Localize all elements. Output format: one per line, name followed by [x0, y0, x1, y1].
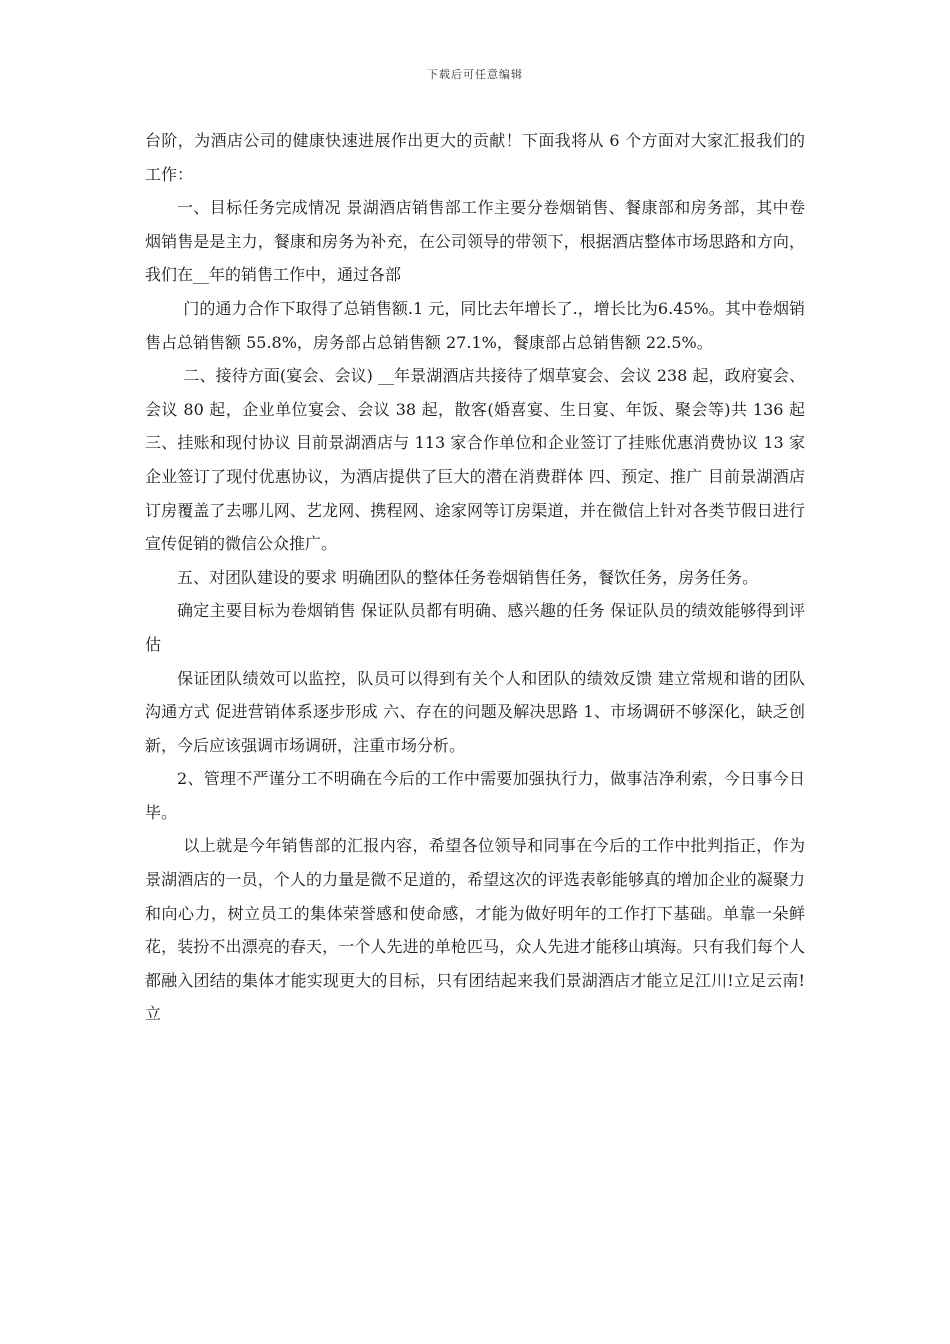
- page-header: 下载后可任意编辑: [427, 68, 523, 81]
- paragraph-section-5: 五、对团队建设的要求 明确团队的整体任务卷烟销售任务，餐饮任务，房务任务。: [177, 567, 759, 587]
- paragraph-section-6: 保证团队绩效可以监控，队员可以得到有关个人和团队的绩效反馈 建立常规和谐的团队沟通方式 促进营销体系逐步形成 六、存在的问题及解决思路 1、市场调研不够深化，缺乏创新，今后应该强调市场调研，注重市场分析。: [145, 668, 805, 755]
- paragraph-section-1: 一、目标任务完成情况 景湖酒店销售部工作主要分卷烟销售、餐康部和房务部，其中卷烟销售是是主力，餐康和房务为补充，在公司领导的带领下，根据酒店整体市场思路和方向，我们在__年的销售工作中，通过各部: [145, 198, 805, 285]
- paragraph-goals: 确定主要目标为卷烟销售 保证队员都有明确、感兴趣的任务 保证队员的绩效能够得到评估: [145, 601, 805, 654]
- paragraph-management: 2、管理不严谨分工不明确在今后的工作中需要加强执行力，做事洁净利索，今日事今日毕。: [145, 769, 805, 822]
- paragraph-intro: 台阶，为酒店公司的健康快速进展作出更大的贡献！下面我将从 6 个方面对大家汇报我们的工作：: [145, 131, 805, 184]
- paragraph-section-2-4: 二、接待方面(宴会、会议) __年景湖酒店共接待了烟草宴会、会议 238 起，政府宴会、会议 80 起，企业单位宴会、会议 38 起，散客(婚喜宴、生日宴、年饭、聚会等)共 136 起 三、挂账和现付协议 目前景湖酒店与 113 家合作单位和企业签订了挂账优惠消费协议 13 家企业签订了现付优惠协议，为酒店提供了巨大的潜在消费群体 四、预定、推广 目前景湖酒店订房覆盖了去哪儿网、艺龙网、携程网、途家网等订房渠道，并在微信上针对各类节假日进行宣传促销的微信公众推广。: [145, 366, 805, 554]
- paragraph-sales-total: 门的通力合作下取得了总销售额.1 元，同比去年增长了.，增长比为6.45%。其中卷烟销售占总销售额 55.8%，房务部占总销售额 27.1%，餐康部占总销售额 22.5%。: [145, 298, 805, 352]
- paragraph-conclusion: 以上就是今年销售部的汇报内容，希望各位领导和同事在今后的工作中批判指正，作为景湖酒店的一员，个人的力量是微不足道的，希望这次的评选表彰能够真的增加企业的凝聚力和向心力，树立员工的集体荣誉感和使命感，才能为做好明年的工作打下基础。单靠一朵鲜花，装扮不出漂亮的春天，一个人先进的单枪匹马，众人先进才能移山填海。只有我们每个人都融入团结的集体才能实现更大的目标，只有团结起来我们景湖酒店才能立足江川!立足云南!立: [145, 836, 805, 1024]
- document-body: [145, 124, 805, 1031]
